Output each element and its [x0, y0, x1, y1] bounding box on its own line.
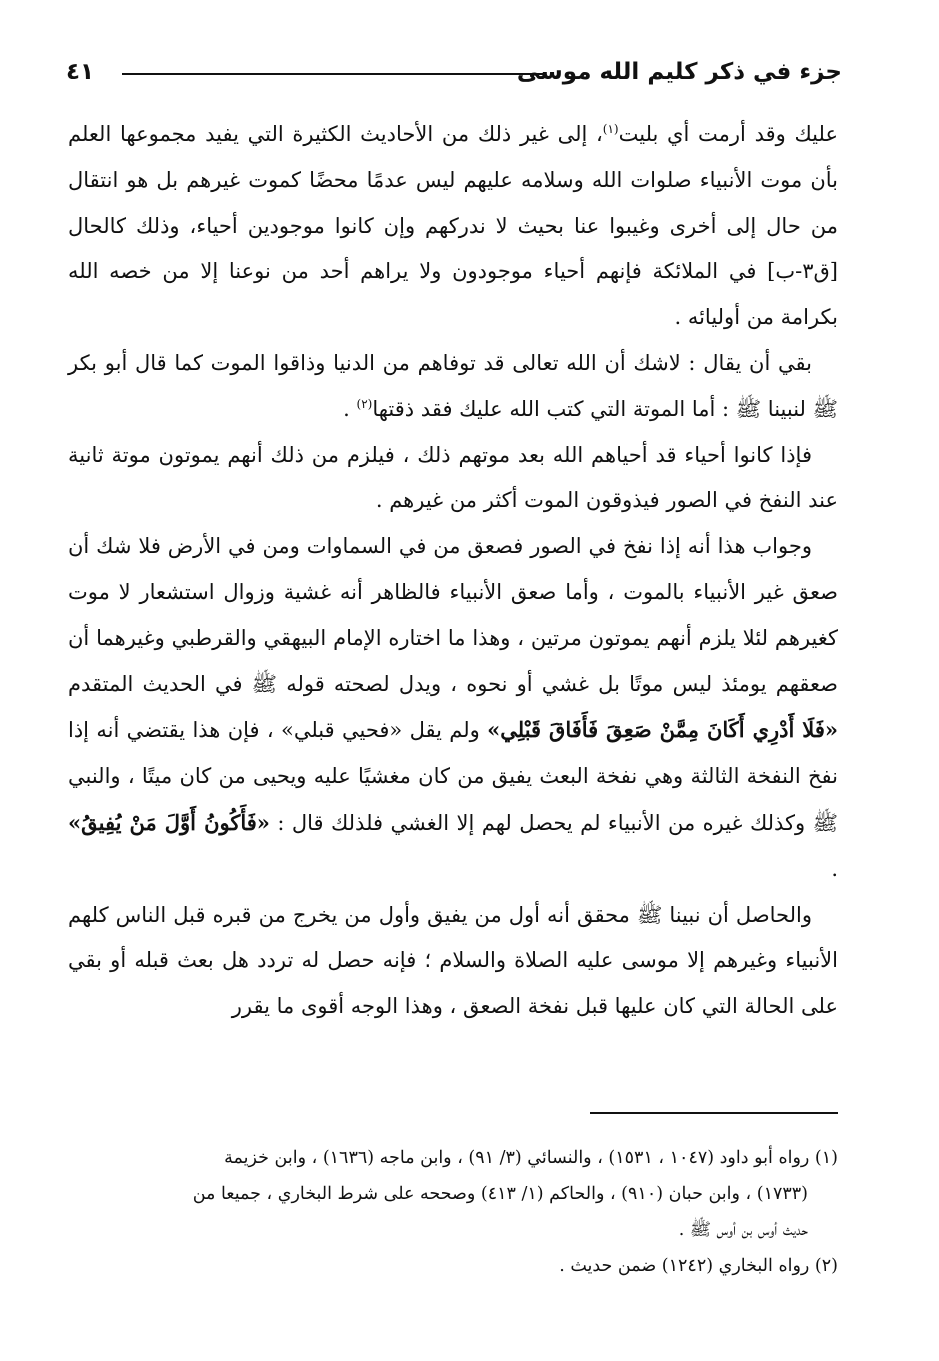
paragraph-1: [68, 112, 838, 341]
running-title: جزء في ذكر كليم الله موسى: [516, 59, 842, 85]
hadith-quote-2: «فَأَكُونُ أَوَّلَ مَنْ يُفِيقُ»: [68, 809, 270, 835]
header-rule: [122, 73, 544, 75]
footnote-separator: [590, 1112, 838, 1114]
footnote-ref-2: (٢): [356, 396, 373, 411]
body-text: [68, 112, 838, 1030]
footnote-1-line-3: حديث أوس بن أوس ﷺ .: [678, 1220, 808, 1240]
paragraph-1-text-a: عليك وقد أرمت أي بليت: [618, 122, 838, 146]
paragraph-4-text-a: وجواب هذا أنه إذا نفخ في الصور فصعق من في السماوات ومن في الأرض فلا شك أن صعق غير الأنبياء بالموت ، وأما صعق الأنبياء فالظاهر أنه غشية وزوال استشعار لا موت كغيرهم لئلا يلزم أنهم يموتون مرتين ، وهذا ما اختاره الإمام البيهقي والقرطبي وغيرهما أن صعقهم يومئذ ليس موتًا بل غشي أو نحوه ، ويدل لصحته قوله ﷺ في الحديث المتقدم: [68, 534, 838, 696]
footnotes: [68, 1140, 838, 1284]
paragraph-2-text-b: .: [343, 396, 357, 421]
hadith-quote-1: «فَلَا أَدْرِي أَكَانَ مِمَّنْ صَعِقَ فَأَفَاقَ قَبْلِي»: [487, 717, 838, 743]
paragraph-4: [68, 524, 838, 892]
footnote-ref-1: (١): [602, 122, 619, 136]
paragraph-2-text-a: بقي أن يقال : لاشك أن الله تعالى قد توفاهم من الدنيا وذاقوا الموت كما قال أبو بكر ﷺ لنبينا ﷺ : أما الموتة التي كتب الله عليك فقد ذقتها: [68, 350, 838, 421]
paragraph-5: والحاصل أن نبينا ﷺ محقق أنه أول من يفيق وأول من يخرج من قبره قبل الناس كلهم الأنبياء وغيرهم إلا موسى عليه الصلاة والسلام ؛ فإنه حصل له تردد هل بعث قبله أو بقي على الحالة التي كان عليها قبل نفخة الصعق ، وهذا الوجه أقوى ما يقرر: [68, 902, 838, 1019]
page-header: [66, 52, 842, 92]
page-number: ٤١: [66, 59, 95, 85]
paragraph-1-text-b: ، إلى غير ذلك من الأحاديث الكثيرة التي يفيد مجموعها العلم بأن موت الأنبياء صلوات الله وسلامه عليهم ليس عدمًا محضًا كموت غيرهم بل هو انتقال من حال إلى أخرى وغيبوا عنا بحيث لا ندركهم وإن كانوا موجودين أحياء، وذلك كالحال [ق٣-ب] في الملائكة فإنهم أحياء موجودون ولا يراهم أحد من نوعنا إلا من خصه الله بكرامة من أوليائه .: [68, 122, 838, 330]
paragraph-4-text-c: .: [831, 856, 838, 881]
paragraph-3: فإذا كانوا أحياء قد أحياهم الله بعد موتهم ذلك ، فيلزم من ذلك أنهم يموتون موتة ثانية عند النفخ في الصور فيذوقون الموت أكثر من غيرهم .: [68, 442, 838, 513]
footnote-1-line-2: (١٧٣٣) ، وابن حبان (٩١٠) ، والحاكم (١/ ٤١٣) وصححه على شرط البخاري ، جميعا من: [192, 1184, 808, 1204]
footnote-1-line-1: (١) رواه أبو داود (١٠٤٧ ، ١٥٣١) ، والنسائي (٣/ ٩١) ، وابن ماجه (١٦٣٦) ، وابن خزيمة: [224, 1148, 838, 1168]
footnote-2: (٢) رواه البخاري (١٢٤٢) ضمن حديث .: [559, 1256, 838, 1276]
paragraph-4-text-b: ولم يقل «فحيي قبلي» ، فإن هذا يقتضي أنه إذا نفخ النفخة الثالثة وهي نفخة البعث يفيق من كان مغشيًا عليه ويحيى من كان ميتًا ، والنبي ﷺ وكذلك غيره من الأنبياء لم يحصل لهم إلا الغشي فلذلك قال :: [68, 718, 838, 835]
paragraph-2: [68, 341, 838, 433]
